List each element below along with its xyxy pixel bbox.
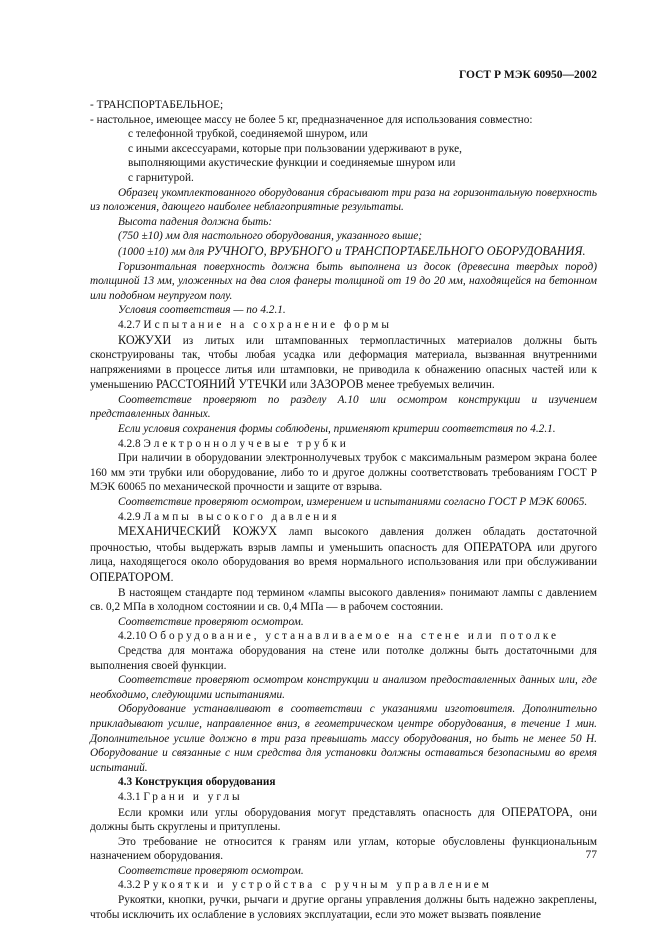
paragraph: (750 ±10) мм для настольного оборудования, указанного выше; bbox=[118, 230, 423, 243]
paragraph bbox=[90, 333, 597, 393]
text-span: Если кромки или углы оборудования могут представлять опасность для bbox=[118, 806, 502, 819]
section-heading-4-3-2 bbox=[90, 878, 597, 893]
section-number: 4.2.10 bbox=[118, 630, 150, 643]
text-span: или bbox=[286, 379, 311, 392]
paragraph: Образец укомплектованного оборудования сбрасывают три раза на горизонтальную поверхность из положения, дающего наиболее неблагоприятные результаты. bbox=[90, 186, 597, 214]
paragraph: Средства для монтажа оборудования на стене или потолке должны быть достаточными для выполнения своей функции. bbox=[90, 644, 597, 672]
section-title: Испытание на сохранение формы bbox=[143, 318, 392, 331]
list-item: - ТРАНСПОРТАБЕЛЬНОЕ; bbox=[90, 99, 224, 111]
paragraph: Это требование не относится к граням или углам, которые обусловлены функциональным назначением оборудования. bbox=[90, 835, 597, 863]
paragraph: Рукоятки, кнопки, ручки, рычаги и другие органы управления должны быть надежно закреплены, чтобы исключить их ослабление в условиях эксплуатации, если это может вызвать появление bbox=[90, 894, 597, 921]
section-heading-4-2-8 bbox=[90, 437, 597, 452]
paragraph: Соответствие проверяют осмотром, измерением и испытаниями согласно ГОСТ Р МЭК 60065. bbox=[118, 496, 588, 509]
text-span: РАССТОЯНИЙ УТЕЧКИ bbox=[155, 377, 287, 392]
section-heading-4-2-10 bbox=[90, 629, 597, 644]
section-heading-4-3-1 bbox=[90, 790, 597, 805]
paragraph bbox=[90, 244, 597, 260]
text-span: РУЧНОГО, ВРУБНОГО и ТРАНСПОРТАБЕЛЬНОГО ОБОРУДОВАНИЯ. bbox=[207, 243, 586, 258]
text-span: из литых или штампованных термопластичных материалов должны быть сконструированы так, чтобы любая усадка или деформация материала, вызванная внутренними напряжениями в процессе литья или штамповки, не приводила к обнажению опасных частей или к уменьшению bbox=[90, 334, 597, 392]
text-span: КОЖУХИ bbox=[118, 332, 172, 347]
text-span: ламп высокого давления должен обладать достаточной прочностью, чтобы выдержать взрыв лампы и уменьшить опасность для bbox=[90, 526, 597, 554]
sub-list-item: с гарнитурой. bbox=[128, 171, 194, 184]
paragraph: Условия соответствия — по 4.2.1. bbox=[118, 304, 286, 317]
text-span: ОПЕРАТОРА bbox=[463, 539, 533, 554]
section-title: Электроннолучевые трубки bbox=[143, 437, 349, 450]
text-span: (1000 ±10) мм для bbox=[118, 245, 208, 258]
section-number: 4.3.1 bbox=[118, 790, 144, 803]
text-span: менее требуемых величин. bbox=[363, 379, 495, 392]
paragraph: Соответствие проверяют осмотром. bbox=[118, 615, 304, 628]
text-span: ОПЕРАТОРОМ bbox=[90, 570, 171, 584]
page-header-standard-title: ГОСТ Р МЭК 60950—2002 bbox=[459, 69, 597, 81]
section-number: 4.3.2 bbox=[118, 879, 144, 892]
text-span: , они должны быть скруглены и притуплены. bbox=[90, 806, 598, 834]
page-number: 77 bbox=[585, 849, 597, 861]
section-title: Оборудование, устанавливаемое на стене или потолке bbox=[149, 630, 560, 643]
section-number: 4.2.8 bbox=[118, 437, 144, 450]
sub-list-item: выполняющими акустические функции и соединяемые шнуром или bbox=[128, 157, 456, 170]
paragraph: Горизонтальная поверхность должна быть выполнена из досок (древесина твердых пород) толщиной 13 мм, уложенных на два слоя фанеры толщиной от 19 до 20 мм, находящейся на бетонном или подобном неупругом полу. bbox=[90, 260, 597, 302]
paragraph: Высота падения должна быть: bbox=[118, 215, 273, 228]
document-body bbox=[90, 98, 597, 922]
section-heading-4-2-9 bbox=[90, 510, 597, 525]
paragraph: При наличии в оборудовании электроннолучевых трубок с максимальным размером экрана более 160 мм эти трубки или оборудование, либо то и другое должны соответствовать требованиям ГОСТ Р МЭК 60065 по механической прочности и защите от взрыва. bbox=[90, 452, 597, 494]
sub-list-item: с телефонной трубкой, соединяемой шнуром, или bbox=[128, 128, 368, 141]
paragraph: Если условия сохранения формы соблюдены, применяют критерии соответствия по 4.2.1. bbox=[118, 423, 556, 436]
paragraph: Соответствие проверяют осмотром конструкции и анализом предоставленных данных или, где необходимо, следующими испытаниями. bbox=[90, 674, 597, 701]
section-title: Рукоятки и устройства с ручным управлением bbox=[143, 879, 492, 892]
paragraph bbox=[90, 524, 597, 585]
section-heading-4-2-7 bbox=[90, 318, 597, 333]
text-span: МЕХАНИЧЕСКИЙ КОЖУХ bbox=[118, 524, 278, 539]
paragraph: Соответствие проверяют по разделу А.10 или осмотром конструкции и изучением представленных данных. bbox=[90, 393, 597, 421]
text-span: ЗАЗОРОВ bbox=[310, 377, 364, 392]
paragraph: В настоящем стандарте под термином «лампы высокого давления» понимают лампы с давлением св. 0,2 МПа в холодном состоянии и св. 0,4 МПа — в рабочем состоянии. bbox=[90, 586, 597, 614]
section-title: Грани и углы bbox=[143, 790, 243, 803]
section-heading-4-3: 4.3 Конструкция оборудования bbox=[118, 776, 276, 789]
paragraph: Оборудование устанавливают в соответствии с указаниями изготовителя. Дополнительно прикладывают усилие, направленное вниз, в геометрическом центре оборудования, в течение 1 мин. Дополнительное усилие должно в три раза превышать массу оборудования, но быть не менее 50 Н. Оборудование и связанные с ним средства для установки должны оставаться безопасными во время испытаний. bbox=[90, 703, 597, 774]
paragraph bbox=[90, 805, 597, 835]
text-span: ОПЕРАТОРА bbox=[501, 804, 570, 819]
paragraph: Соответствие проверяют осмотром. bbox=[118, 864, 304, 877]
text-span: или другого лица, находящегося около оборудования во время нормального использования или при обслуживании bbox=[90, 541, 597, 569]
text-span: . bbox=[170, 572, 174, 584]
sub-list-item: с иными аксессуарами, которые при пользовании удерживают в руке, bbox=[128, 142, 462, 155]
section-number: 4.2.7 bbox=[118, 318, 144, 331]
section-title: Лампы высокого давления bbox=[143, 510, 340, 523]
section-number: 4.2.9 bbox=[118, 510, 144, 523]
list-item: - настольное, имеющее массу не более 5 кг, предназначенное для использования совместно: bbox=[90, 113, 533, 126]
